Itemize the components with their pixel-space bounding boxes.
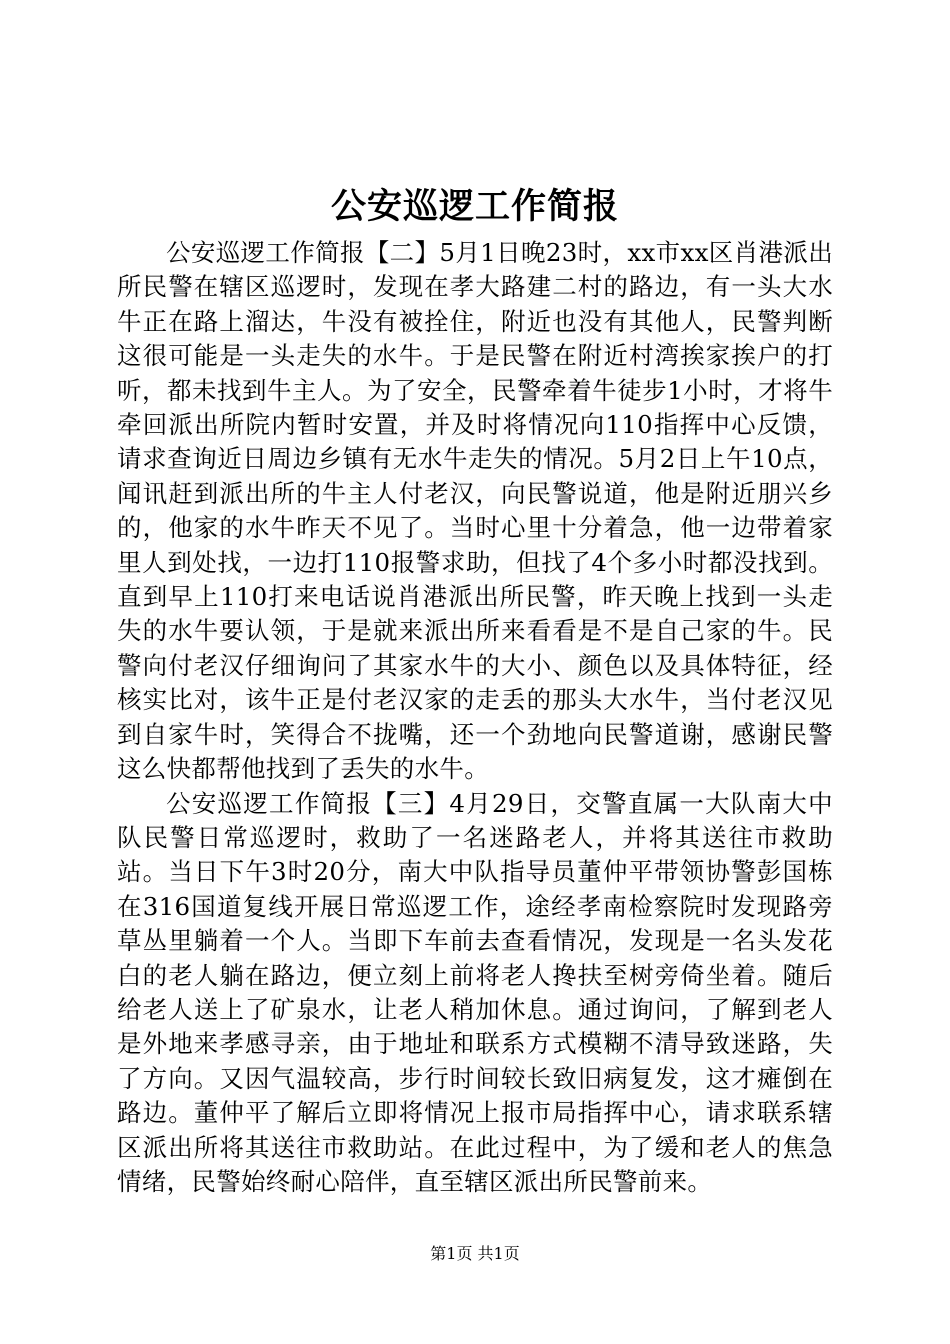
document-body bbox=[117, 236, 833, 1199]
page-number-footer: 第1页 共1页 bbox=[430, 1244, 520, 1263]
document-title: 公安巡逻工作简报 bbox=[330, 186, 619, 227]
paragraph-report-2: 公安巡逻工作简报【二】5月1日晚23时，xx市xx区肖港派出所民警在辖区巡逻时，发现在孝大路建二村的路边，有一头大水牛正在路上溜达，牛没有被拴住，附近也没有其他人，民警判断这很可能是一头走失的水牛。于是民警在附近村湾挨家挨户的打听，都未找到牛主人。为了安全，民警牵着牛徒步1小时，才将牛牵回派出所院内暂时安置，并及时将情况向110指挥中心反馈，请求查询近日周边乡镇有无水牛走失的情况。5月2日上午10点，闻讯赶到派出所的牛主人付老汉，向民警说道，他是附近朋兴乡的，他家的水牛昨天不见了。当时心里十分着急，他一边带着家里人到处找，一边打110报警求助，但找了4个多小时都没找到。直到早上110打来电话说肖港派出所民警，昨天晚上找到一头走失的水牛要认领，于是就来派出所来看看是不是自己家的牛。民警向付老汉仔细询问了其家水牛的大小、颜色以及具体特征，经核实比对，该牛正是付老汉家的走丢的那头大水牛，当付老汉见到自家牛时，笑得合不拢嘴，还一个劲地向民警道谢，感谢民警这么快都帮他找到了丢失的水牛。 bbox=[117, 238, 833, 784]
paragraph-report-3: 公安巡逻工作简报【三】4月29日，交警直属一大队南大中队民警日常巡逻时，救助了一名迷路老人，并将其送往市救助站。当日下午3时20分，南大中队指导员董仲平带领协警彭国栋在316国道复线开展日常巡逻工作，途经孝南检察院时发现路旁草丛里躺着一个人。当即下车前去查看情况，发现是一名头发花白的老人躺在路边，便立刻上前将老人搀扶至树旁倚坐着。随后给老人送上了矿泉水，让老人稍加休息。通过询问，了解到老人是外地来孝感寻亲，由于地址和联系方式模糊不清导致迷路，失了方向。又因气温较高，步行时间较长致旧病复发，这才瘫倒在路边。董仲平了解后立即将情况上报市局指挥中心，请求联系辖区派出所将其送往市救助站。在此过程中，为了缓和老人的焦急情绪，民警始终耐心陪伴，直至辖区派出所民警前来。 bbox=[117, 788, 833, 1196]
